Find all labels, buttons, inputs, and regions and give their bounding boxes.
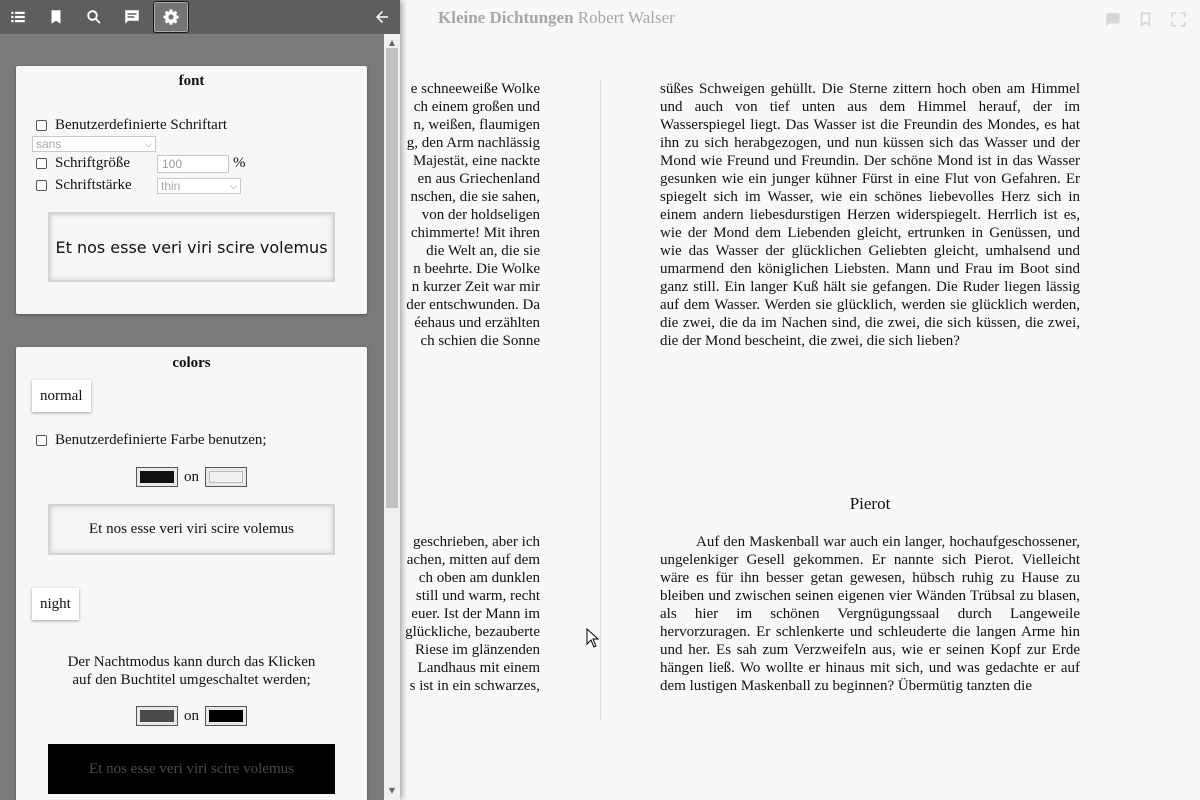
scroll-up-icon[interactable]: ▲ — [388, 38, 396, 47]
normal-background-swatch[interactable] — [205, 467, 247, 487]
arrow-left-icon — [373, 8, 391, 26]
text-line: die Welt an, die sie — [422, 243, 540, 259]
font-size-row[interactable] — [36, 155, 130, 172]
search-button[interactable] — [76, 0, 112, 34]
night-foreground-swatch[interactable] — [136, 706, 178, 726]
text-line: Landhaus mit einem — [413, 660, 540, 676]
scrollbar-thumb[interactable] — [386, 48, 398, 508]
toc-button[interactable] — [0, 0, 36, 34]
search-icon — [85, 8, 103, 26]
book-title-text: Kleine Dichtungen — [438, 8, 574, 27]
text-line: n kurzer Zeit war mir — [411, 279, 540, 295]
on-label: on — [184, 707, 199, 724]
normal-mode-tag[interactable]: normal — [32, 380, 91, 412]
custom-color-checkbox[interactable] — [36, 435, 47, 446]
custom-font-checkbox[interactable] — [36, 120, 47, 131]
scroll-down-icon[interactable]: ▼ — [388, 786, 396, 795]
chapter-title: Pierot — [849, 494, 891, 513]
text-line: ch schien die Sonne — [420, 333, 540, 349]
text-line: achen, mitten auf dem — [406, 552, 540, 568]
text-line: ch oben am dunklen — [418, 570, 540, 586]
chevron-down-icon: ⌵ — [230, 181, 237, 191]
normal-color-preview: Et nos esse veri viri scire volemus — [48, 504, 335, 555]
font-card — [16, 66, 367, 314]
annotations-button[interactable] — [114, 0, 150, 34]
bookmark-icon — [47, 8, 65, 26]
text-line: euer. Ist der Mann im — [411, 606, 540, 622]
normal-foreground-swatch[interactable] — [136, 467, 178, 487]
close-panel-button[interactable] — [364, 0, 400, 34]
text-line: glückliche, bezauberte — [405, 624, 540, 640]
text-line: e schneeweiße Wolke — [410, 81, 540, 97]
text-line: n beehrte. Die Wolke — [413, 261, 540, 277]
night-mode-tag[interactable]: night — [32, 588, 79, 620]
reader-header-icons — [1103, 10, 1188, 29]
font-weight-row[interactable] — [36, 177, 132, 194]
fullscreen-icon[interactable] — [1169, 10, 1188, 29]
text-line: en aus Griechenland — [417, 171, 540, 187]
text-line: von der holdseligen — [421, 207, 540, 223]
book-author: Robert Walser — [577, 8, 675, 27]
text-line: chimmerte! Mit ihren — [410, 225, 540, 241]
right-column-bottom — [660, 533, 1080, 695]
text-line: still und warm, recht — [415, 588, 540, 604]
panel-scrollbar[interactable] — [384, 34, 400, 800]
font-preview: Et nos esse veri viri scire volemus — [48, 212, 335, 282]
font-family-select[interactable]: sans ⌵ — [32, 136, 156, 152]
right-column-top — [660, 80, 1080, 350]
night-mode-description: Der Nachtmodus kann durch das Klicken auf den Buchtitel umgeschaltet werden; — [67, 654, 316, 688]
font-size-label: Schriftgröße — [55, 155, 130, 171]
text-line: éehaus und erzählten — [414, 315, 540, 331]
bookmarks-button[interactable] — [38, 0, 74, 34]
mouse-cursor-icon — [586, 628, 600, 648]
night-color-preview: Et nos esse veri viri scire volemus — [48, 744, 335, 794]
custom-font-row[interactable] — [36, 117, 227, 134]
comment-icon — [123, 8, 141, 26]
normal-color-swatches — [16, 467, 367, 487]
text-line: s ist in ein schwarzes, — [409, 678, 540, 694]
panel-toolbar — [0, 0, 400, 34]
paragraph: Auf den Maskenball war auch ein langer, hochaufgeschossener, ungelenkiger Gesell gekommen. Er nannte sich Pierot. Vielleicht wäre es für ihn besser getan gewesen, hübsch ruhig zu Hause zu bleiben und zwischen seinen eigenen vier Wänden Trübsal zu blasen, als hier im schönen Vergnügungssaal durch Langeweile hervorzuragen. Er schlenkerte und schleuderte die langen Arme hin und her. Es sah zum Verzweifeln aus, wie er seinen Kopf zur Erde hängen ließ. Wo wollte er hinaus mit sich, und was gedachte er auf dem lustigen Maskenball zu beginnen? Übermütig tanzten die — [660, 534, 1080, 694]
text-line: geschrieben, aber ich — [412, 534, 540, 550]
text-line: n, weißen, flaumigen — [413, 117, 540, 133]
font-size-input[interactable]: 100 — [157, 155, 229, 173]
custom-color-row[interactable] — [36, 432, 267, 449]
font-heading: font — [178, 73, 205, 89]
colors-heading: colors — [172, 355, 211, 371]
book-title[interactable] — [438, 8, 675, 28]
font-weight-select[interactable]: thin ⌵ — [157, 178, 241, 194]
font-size-checkbox[interactable] — [36, 158, 47, 169]
column-divider — [600, 80, 601, 720]
text-line: Majestät, eine nackte — [409, 153, 540, 169]
paragraph: süßes Schweigen gehüllt. Die Sterne zittern hoch oben am Himmel und auch von tief unten aus dem Himmel herauf, der im Wasserspiegel liegt. Das Wasser ist die Freundin des Mondes, es hat ihn zu sich herabgezogen, und nun küssen sich das Wasser und der Mond wie Freund und Freundin. Der schöne Mond ist in das Wasser gesunken wie ein junger kühner Fürst in eine Flut von Gefahren. Er spiegelt sich im Wasser, wie ein schönes liebevolles Herz sich in einem andern liebesdurstigen Herzen widerspiegelt. Herrlich ist es, wie der Mond dem Liebenden gleicht, ertrunken in Genüssen, und wie das Wasser der glücklichen Geliebten gleicht, umhalsend und umarmend den königlichen Liebsten. Mann und Frau im Boot sind ganz still. Ein langer Kuß hält sie gefangen. Die Ruder liegen lässig auf dem Wasser. Werden sie glücklich, werden sie glücklich werden, die zwei, die da im Nachen sind, die zwei, die sich küssen, die zwei, die der Mond bescheint, die zwei, die sich lieben? — [660, 81, 1080, 349]
text-line: g, den Arm nachlässig — [406, 135, 540, 151]
custom-color-label: Benutzerdefinierte Farbe benutzen; — [55, 432, 267, 448]
night-background-swatch[interactable] — [205, 706, 247, 726]
gear-icon — [162, 8, 180, 26]
font-weight-label: Schriftstärke — [55, 177, 132, 193]
font-size-unit: % — [233, 155, 246, 171]
text-line: ch einem großen und — [413, 99, 540, 115]
custom-font-label: Benutzerdefinierte Schriftart — [55, 117, 228, 133]
chevron-down-icon: ⌵ — [145, 139, 152, 149]
colors-card — [16, 347, 367, 800]
bookmark-icon[interactable] — [1136, 10, 1155, 29]
font-weight-checkbox[interactable] — [36, 180, 47, 191]
comment-icon[interactable] — [1103, 10, 1122, 29]
settings-panel — [0, 0, 400, 800]
settings-button[interactable] — [153, 1, 189, 33]
text-line: der entschwunden. Da — [406, 297, 540, 313]
list-icon — [9, 8, 27, 26]
text-line: nschen, die sie sahen, — [410, 189, 540, 205]
text-line: Riese im glänzenden — [411, 642, 540, 658]
night-color-swatches — [16, 706, 367, 726]
on-label: on — [184, 468, 199, 485]
